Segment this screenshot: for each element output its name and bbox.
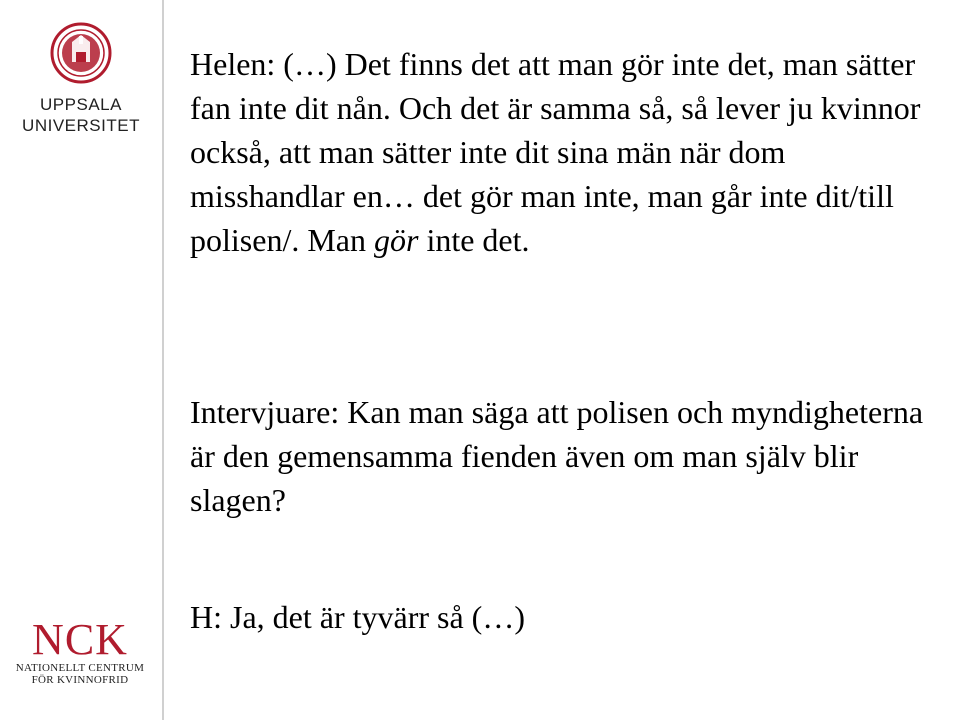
nck-logo bbox=[10, 615, 150, 686]
slide-content bbox=[190, 42, 930, 635]
uppsala-seal-icon bbox=[50, 22, 112, 84]
uppsala-university-logo bbox=[22, 22, 140, 136]
uppsala-line1: UPPSALA bbox=[40, 95, 122, 114]
quote-helen bbox=[190, 42, 930, 262]
sidebar bbox=[0, 0, 164, 720]
quote-helen-emphasis: gör bbox=[373, 222, 419, 258]
uppsala-line2: UNIVERSITET bbox=[22, 116, 140, 135]
quote-helen-part2: inte det. bbox=[418, 222, 530, 258]
quote-helen-part1: Helen: (…) Det finns det att man gör inte det, man sätter fan inte dit nån. Och det är samma så, så lever ju kvinnor också, att man sätter inte dit sina män när dom misshandlar en… det gör man inte, man går inte dit/till polisen/. Man bbox=[190, 46, 921, 258]
nck-line2: FÖR KVINNOFRID bbox=[31, 674, 129, 686]
nck-mark: NCK bbox=[32, 615, 128, 664]
answer-h: H: Ja, det är tyvärr så (…) bbox=[190, 599, 525, 635]
nck-line1: NATIONELLT CENTRUM bbox=[15, 662, 145, 674]
interviewer-question: Intervjuare: Kan man säga att polisen och myndigheterna är den gemensamma fienden även om man själv blir slagen? bbox=[190, 394, 924, 518]
